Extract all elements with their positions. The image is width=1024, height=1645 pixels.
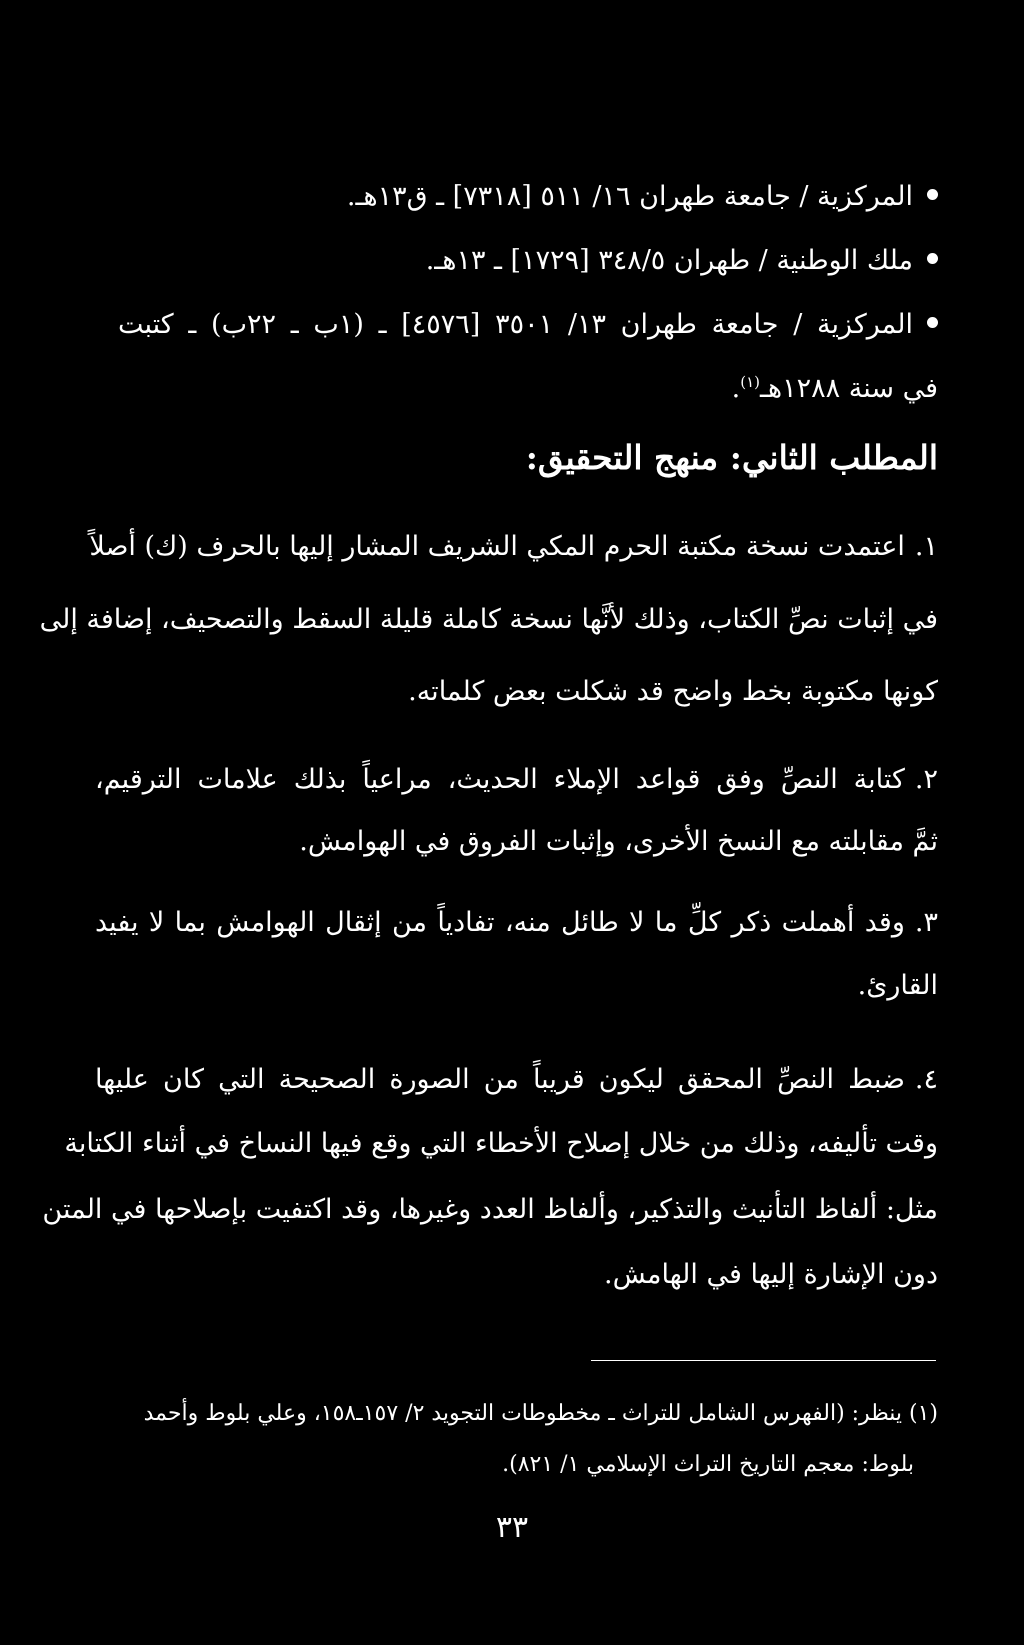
bullet-text: المركزية / جامعة طهران ١٦/ ٥١١ [٧٣١٨] ـ ق١٣هـ. <box>346 181 913 212</box>
bullet-item <box>118 305 938 345</box>
bullet-text: المركزية / جامعة طهران ١٣/ ٣٥٠١ [٤٥٧٦] ـ (١ب ـ ٢٢ب) ـ كتبت <box>118 309 913 340</box>
list-item-line <box>60 672 938 712</box>
item-text: القارئ. <box>857 970 938 1001</box>
bullet-dot-icon <box>927 253 938 264</box>
item-text: كتابة النصِّ وفق قواعد الإملاء الحديث، مراعياً بذلك علامات الترقيم، <box>95 764 905 795</box>
list-item-line <box>60 1255 938 1295</box>
item-text: وقت تأليفه، وذلك من خلال إصلاح الأخطاء التي وقع فيها النساخ في أثناء الكتابة <box>64 1128 938 1159</box>
footnote-line: بلوط: معجم التاريخ التراث الإسلامي ١/ ٨٢١). <box>502 1452 914 1477</box>
list-item-line <box>95 903 938 943</box>
bullet-dot-icon <box>927 189 938 200</box>
item-text: في إثبات نصِّ الكتاب، وذلك لأنَّها نسخة كاملة قليلة السقط والتصحيف، إضافة إلى <box>39 604 938 635</box>
footnote-line: (١) ينظر: (الفهرس الشامل للتراث ـ مخطوطات التجويد ٢/ ١٥٧ـ١٥٨، وعلي بلوط وأحمد <box>143 1401 938 1426</box>
bullet-dot-icon <box>927 317 938 328</box>
item-text: ضبط النصِّ المحقق ليكون قريباً من الصورة الصحيحة التي كان عليها <box>95 1064 905 1095</box>
item-text: كونها مكتوبة بخط واضح قد شكلت بعض كلماته. <box>408 676 938 707</box>
item-number: ٢. <box>914 764 938 795</box>
bullet-item <box>60 177 938 217</box>
list-item-line <box>95 760 938 800</box>
section-heading: المطلب الثاني: منهج التحقيق: <box>525 438 938 477</box>
bullet-continuation <box>60 362 938 409</box>
list-item-line <box>89 527 938 567</box>
item-number: ١. <box>914 531 938 562</box>
item-text: وقد أهملت ذكر كلِّ ما لا طائل منه، تفادياً من إثقال الهوامش بما لا يفيد <box>95 907 905 938</box>
list-item-line <box>64 1124 938 1164</box>
list-item-line <box>95 1060 938 1100</box>
list-item-line <box>42 1190 938 1230</box>
bullet-text: ملك الوطنية / طهران ٣٤٨/٥ [١٧٢٩] ـ ١٣هـ. <box>425 245 913 276</box>
footnote-divider <box>591 1360 936 1361</box>
list-item-line <box>60 966 938 1006</box>
item-text: دون الإشارة إليها في الهامش. <box>604 1259 938 1290</box>
page-number: ٣٣ <box>495 1510 529 1545</box>
list-item-line <box>60 822 938 862</box>
item-number: ٤. <box>914 1064 938 1095</box>
item-number: ٣. <box>914 907 938 938</box>
item-text: اعتمدت نسخة مكتبة الحرم المكي الشريف المشار إليها بالحرف (ك) أصلاً <box>89 531 905 562</box>
list-item-line <box>39 600 938 640</box>
bullet-item <box>60 241 938 281</box>
footnote-marker: (١) <box>740 373 760 391</box>
item-text: مثل: ألفاظ التأنيث والتذكير، وألفاظ العدد وغيرها، وقد اكتفيت بإصلاحها في المتن <box>42 1194 938 1225</box>
item-text: ثمَّ مقابلته مع النسخ الأخرى، وإثبات الفروق في الهوامش. <box>299 826 938 857</box>
bullet-text: في سنة ١٢٨٨هـ <box>760 373 938 404</box>
bullet-text-tail: . <box>731 373 741 404</box>
